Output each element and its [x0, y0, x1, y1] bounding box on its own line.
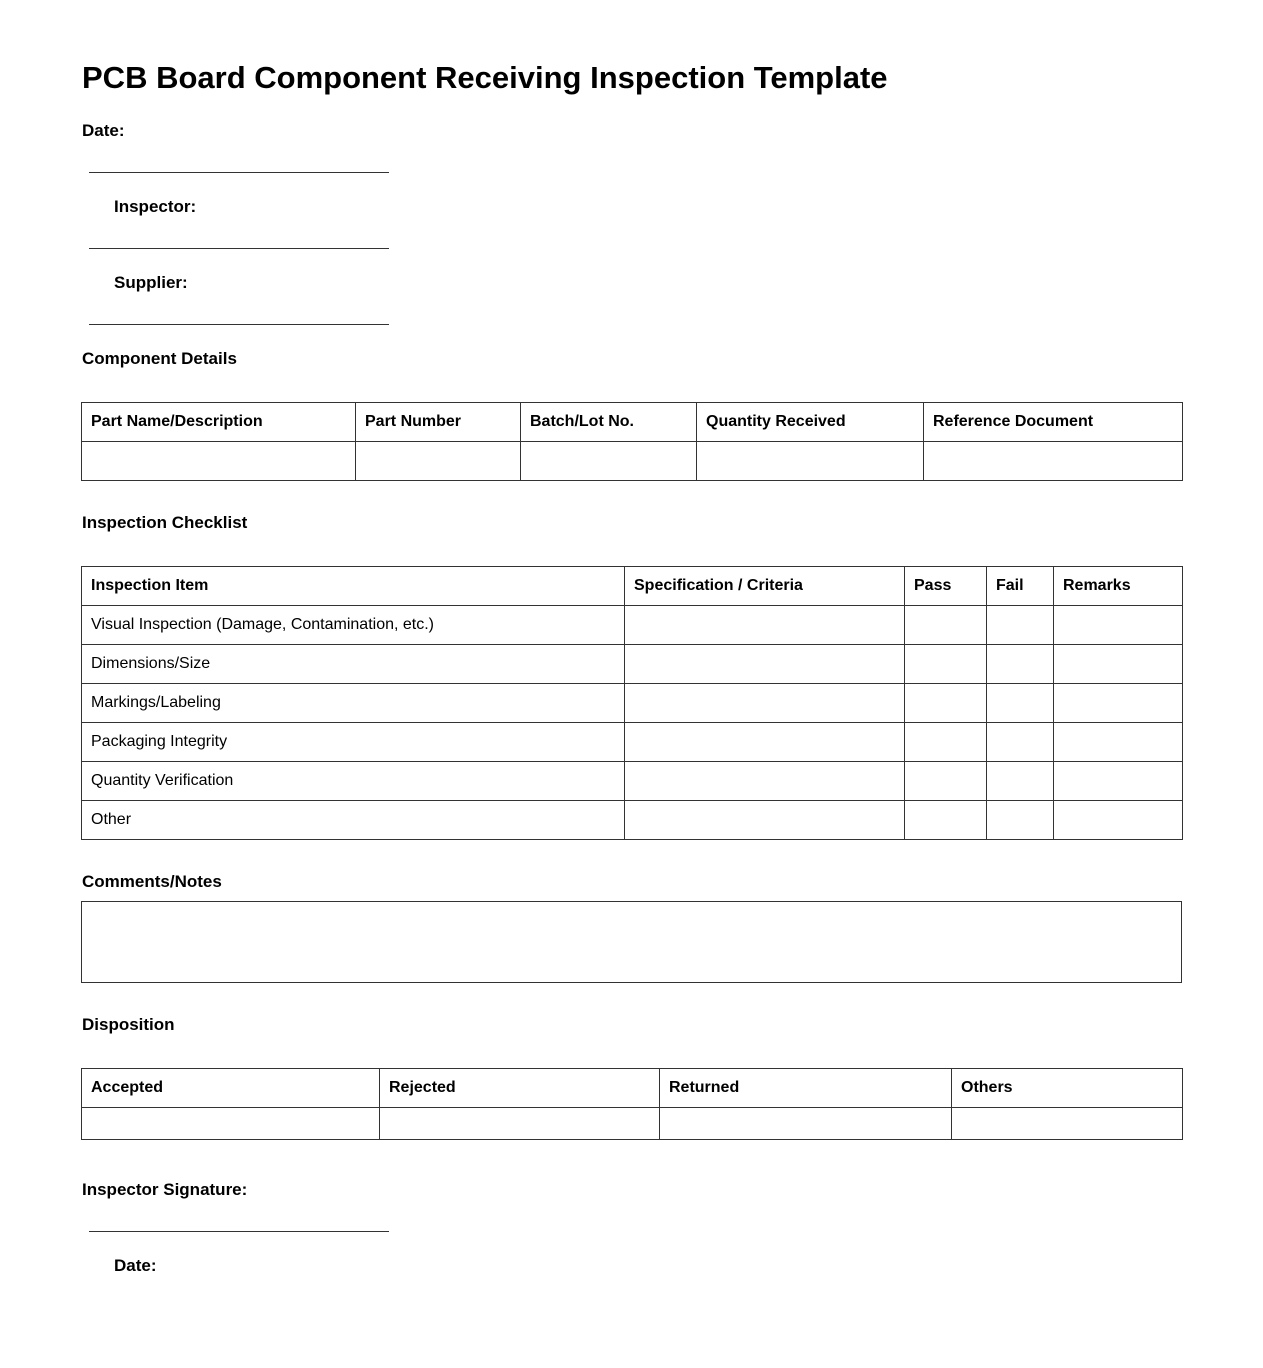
col-quantity-received: Quantity Received: [697, 403, 924, 442]
pass-cell[interactable]: [905, 684, 987, 723]
pass-cell[interactable]: [905, 723, 987, 762]
accepted-cell[interactable]: [82, 1108, 380, 1140]
part-name-cell[interactable]: [82, 442, 356, 481]
col-rejected: Rejected: [380, 1069, 660, 1108]
disposition-table: [81, 1068, 1183, 1140]
inspection-item-cell: Other: [82, 801, 625, 840]
table-row: [82, 606, 1183, 645]
signature-date-label: Date:: [114, 1256, 157, 1275]
col-returned: Returned: [660, 1069, 952, 1108]
table-row: [82, 1108, 1183, 1140]
col-accepted: Accepted: [82, 1069, 380, 1108]
fail-cell[interactable]: [987, 801, 1054, 840]
table-row: [82, 801, 1183, 840]
col-inspection-item: Inspection Item: [82, 567, 625, 606]
specification-cell[interactable]: [625, 684, 905, 723]
col-specification: Specification / Criteria: [625, 567, 905, 606]
returned-cell[interactable]: [660, 1108, 952, 1140]
supplier-label: Supplier:: [114, 273, 188, 292]
fail-cell[interactable]: [987, 723, 1054, 762]
comments-textarea[interactable]: [81, 901, 1182, 983]
pass-cell[interactable]: [905, 801, 987, 840]
remarks-cell[interactable]: [1054, 684, 1183, 723]
page-title: PCB Board Component Receiving Inspection Template: [82, 60, 888, 95]
part-number-cell[interactable]: [356, 442, 521, 481]
specification-cell[interactable]: [625, 762, 905, 801]
table-row: [82, 723, 1183, 762]
inspection-item-cell: Dimensions/Size: [82, 645, 625, 684]
signature-field-line[interactable]: [89, 1231, 389, 1232]
batch-lot-cell[interactable]: [521, 442, 697, 481]
col-part-number: Part Number: [356, 403, 521, 442]
col-fail: Fail: [987, 567, 1054, 606]
inspector-label: Inspector:: [114, 197, 197, 216]
supplier-field-line[interactable]: [89, 324, 389, 325]
specification-cell[interactable]: [625, 606, 905, 645]
component-details-heading: Component Details: [82, 349, 237, 368]
remarks-cell[interactable]: [1054, 645, 1183, 684]
specification-cell[interactable]: [625, 801, 905, 840]
inspector-field-line[interactable]: [89, 248, 389, 249]
fail-cell[interactable]: [987, 606, 1054, 645]
col-remarks: Remarks: [1054, 567, 1183, 606]
comments-heading: Comments/Notes: [82, 872, 222, 891]
quantity-received-cell[interactable]: [697, 442, 924, 481]
table-row: [82, 442, 1183, 481]
inspection-item-cell: Quantity Verification: [82, 762, 625, 801]
table-row: [82, 762, 1183, 801]
inspector-signature-label: Inspector Signature:: [82, 1180, 248, 1199]
col-reference-document: Reference Document: [924, 403, 1183, 442]
table-header-row: [82, 1069, 1183, 1108]
rejected-cell[interactable]: [380, 1108, 660, 1140]
specification-cell[interactable]: [625, 723, 905, 762]
fail-cell[interactable]: [987, 645, 1054, 684]
inspection-item-cell: Packaging Integrity: [82, 723, 625, 762]
inspection-item-cell: Visual Inspection (Damage, Contamination, etc.): [82, 606, 625, 645]
date-field-line[interactable]: [89, 172, 389, 173]
remarks-cell[interactable]: [1054, 723, 1183, 762]
table-row: [82, 684, 1183, 723]
fail-cell[interactable]: [987, 684, 1054, 723]
col-part-name: Part Name/Description: [82, 403, 356, 442]
fail-cell[interactable]: [987, 762, 1054, 801]
table-header-row: [82, 403, 1183, 442]
inspection-checklist-heading: Inspection Checklist: [82, 513, 248, 532]
others-cell[interactable]: [952, 1108, 1183, 1140]
table-header-row: [82, 567, 1183, 606]
pass-cell[interactable]: [905, 762, 987, 801]
remarks-cell[interactable]: [1054, 606, 1183, 645]
remarks-cell[interactable]: [1054, 762, 1183, 801]
col-batch-lot: Batch/Lot No.: [521, 403, 697, 442]
component-details-table: [81, 402, 1183, 481]
disposition-heading: Disposition: [82, 1015, 175, 1034]
pass-cell[interactable]: [905, 645, 987, 684]
specification-cell[interactable]: [625, 645, 905, 684]
remarks-cell[interactable]: [1054, 801, 1183, 840]
pass-cell[interactable]: [905, 606, 987, 645]
inspection-checklist-table: [81, 566, 1183, 840]
inspection-item-cell: Markings/Labeling: [82, 684, 625, 723]
col-pass: Pass: [905, 567, 987, 606]
col-others: Others: [952, 1069, 1183, 1108]
table-row: [82, 645, 1183, 684]
date-label: Date:: [82, 121, 125, 140]
reference-document-cell[interactable]: [924, 442, 1183, 481]
